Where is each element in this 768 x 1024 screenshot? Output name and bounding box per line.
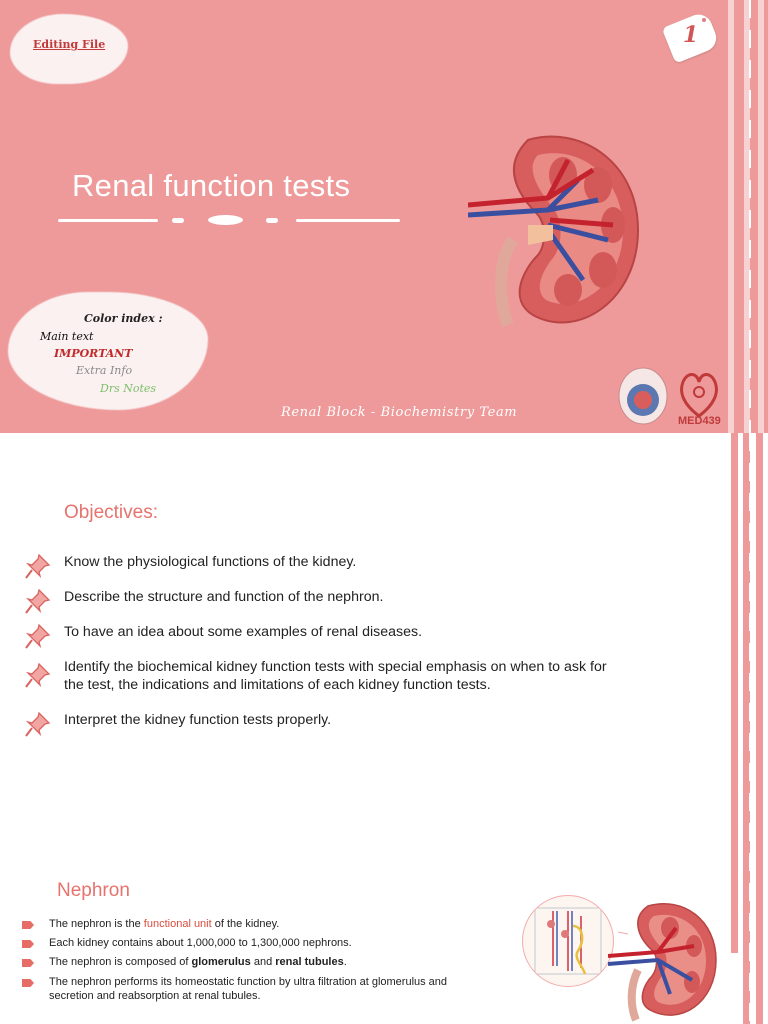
text-part: The nephron is composed of [49, 956, 192, 968]
team-seal-logo [617, 360, 669, 426]
title-underline [208, 215, 243, 225]
dashed-line [749, 433, 751, 1024]
text-part: of the kidney. [211, 918, 280, 930]
nephron-diagram [523, 896, 613, 986]
cover-title: Renal function tests [72, 168, 351, 203]
nephron-bullet-text-line2: secretion and reabsorption at renal tubules. [49, 990, 261, 1002]
text-part: The nephron is the [49, 918, 144, 930]
color-index-drs: Drs Notes [100, 382, 157, 395]
objective-item [24, 552, 704, 580]
title-underline [266, 218, 278, 223]
med439-logo [675, 366, 723, 426]
objective-item [24, 659, 704, 695]
objective-text-line1: Identify the biochemical kidney function tests with special emphasis on when to ask for [64, 659, 607, 675]
renal-tubules-bold: renal tubules [275, 956, 344, 968]
objective-item [24, 710, 704, 738]
nephron-bullet-text: Each kidney contains about 1,000,000 to 1,300,000 nephrons. [49, 937, 352, 949]
title-underline [58, 219, 158, 222]
bullet-arrow-icon [22, 940, 34, 948]
objective-item [24, 587, 704, 615]
page-number: 1 [683, 22, 699, 48]
objective-text: Interpret the kidney function tests properly. [64, 712, 332, 728]
text-part: . [343, 956, 347, 968]
bullet-arrow-icon [22, 959, 34, 967]
color-index-extra: Extra Info [76, 364, 133, 377]
color-index-important: IMPORTANT [54, 347, 133, 360]
med439-logo-text: MED439 [678, 415, 721, 426]
pushpin-icon [24, 552, 52, 580]
editing-file-link[interactable]: Editing File [33, 38, 106, 51]
right-strip [758, 0, 764, 433]
tag-hole [702, 18, 706, 22]
bullet-arrow-icon [22, 921, 34, 929]
pushpin-icon [24, 710, 52, 738]
nephron-detail-circle [522, 895, 614, 987]
glomerulus-bold: glomerulus [191, 956, 251, 968]
pushpin-icon [24, 587, 52, 615]
team-name: Renal Block - Biochemistry Team [281, 405, 518, 420]
dashed-line [749, 0, 751, 433]
nephron-bullet-text [49, 956, 347, 969]
pushpin-icon [24, 622, 52, 650]
objective-text: To have an idea about some examples of renal diseases. [64, 624, 423, 640]
title-underline [296, 219, 400, 222]
pushpin-icon [24, 661, 52, 689]
page-strip [756, 433, 763, 1024]
bullet-arrow-icon [22, 979, 34, 987]
objective-text: Know the physiological functions of the kidney. [64, 554, 357, 570]
text-part: and [250, 956, 276, 968]
kidney-illustration [468, 130, 648, 330]
nephron-bullet-text [49, 918, 279, 931]
objectives-title: Objectives: [64, 502, 158, 523]
functional-unit-highlight: functional unit [143, 918, 212, 930]
objective-text-line2: the test, the indications and limitations of each kidney function tests. [64, 677, 491, 693]
nephron-kidney-illustration [608, 898, 718, 1022]
page-strip [731, 433, 738, 953]
objective-text: Describe the structure and function of the nephron. [64, 589, 384, 605]
objective-item [24, 622, 704, 650]
right-strip [728, 0, 734, 433]
cover-page [0, 0, 768, 433]
color-index-main: Main text [40, 330, 94, 343]
title-underline [172, 218, 184, 223]
nephron-title: Nephron [57, 880, 130, 901]
color-index-title: Color index : [84, 312, 163, 325]
nephron-bullet-text-line1: The nephron performs its homeostatic function by ultra filtration at glomerulus and [49, 976, 448, 988]
